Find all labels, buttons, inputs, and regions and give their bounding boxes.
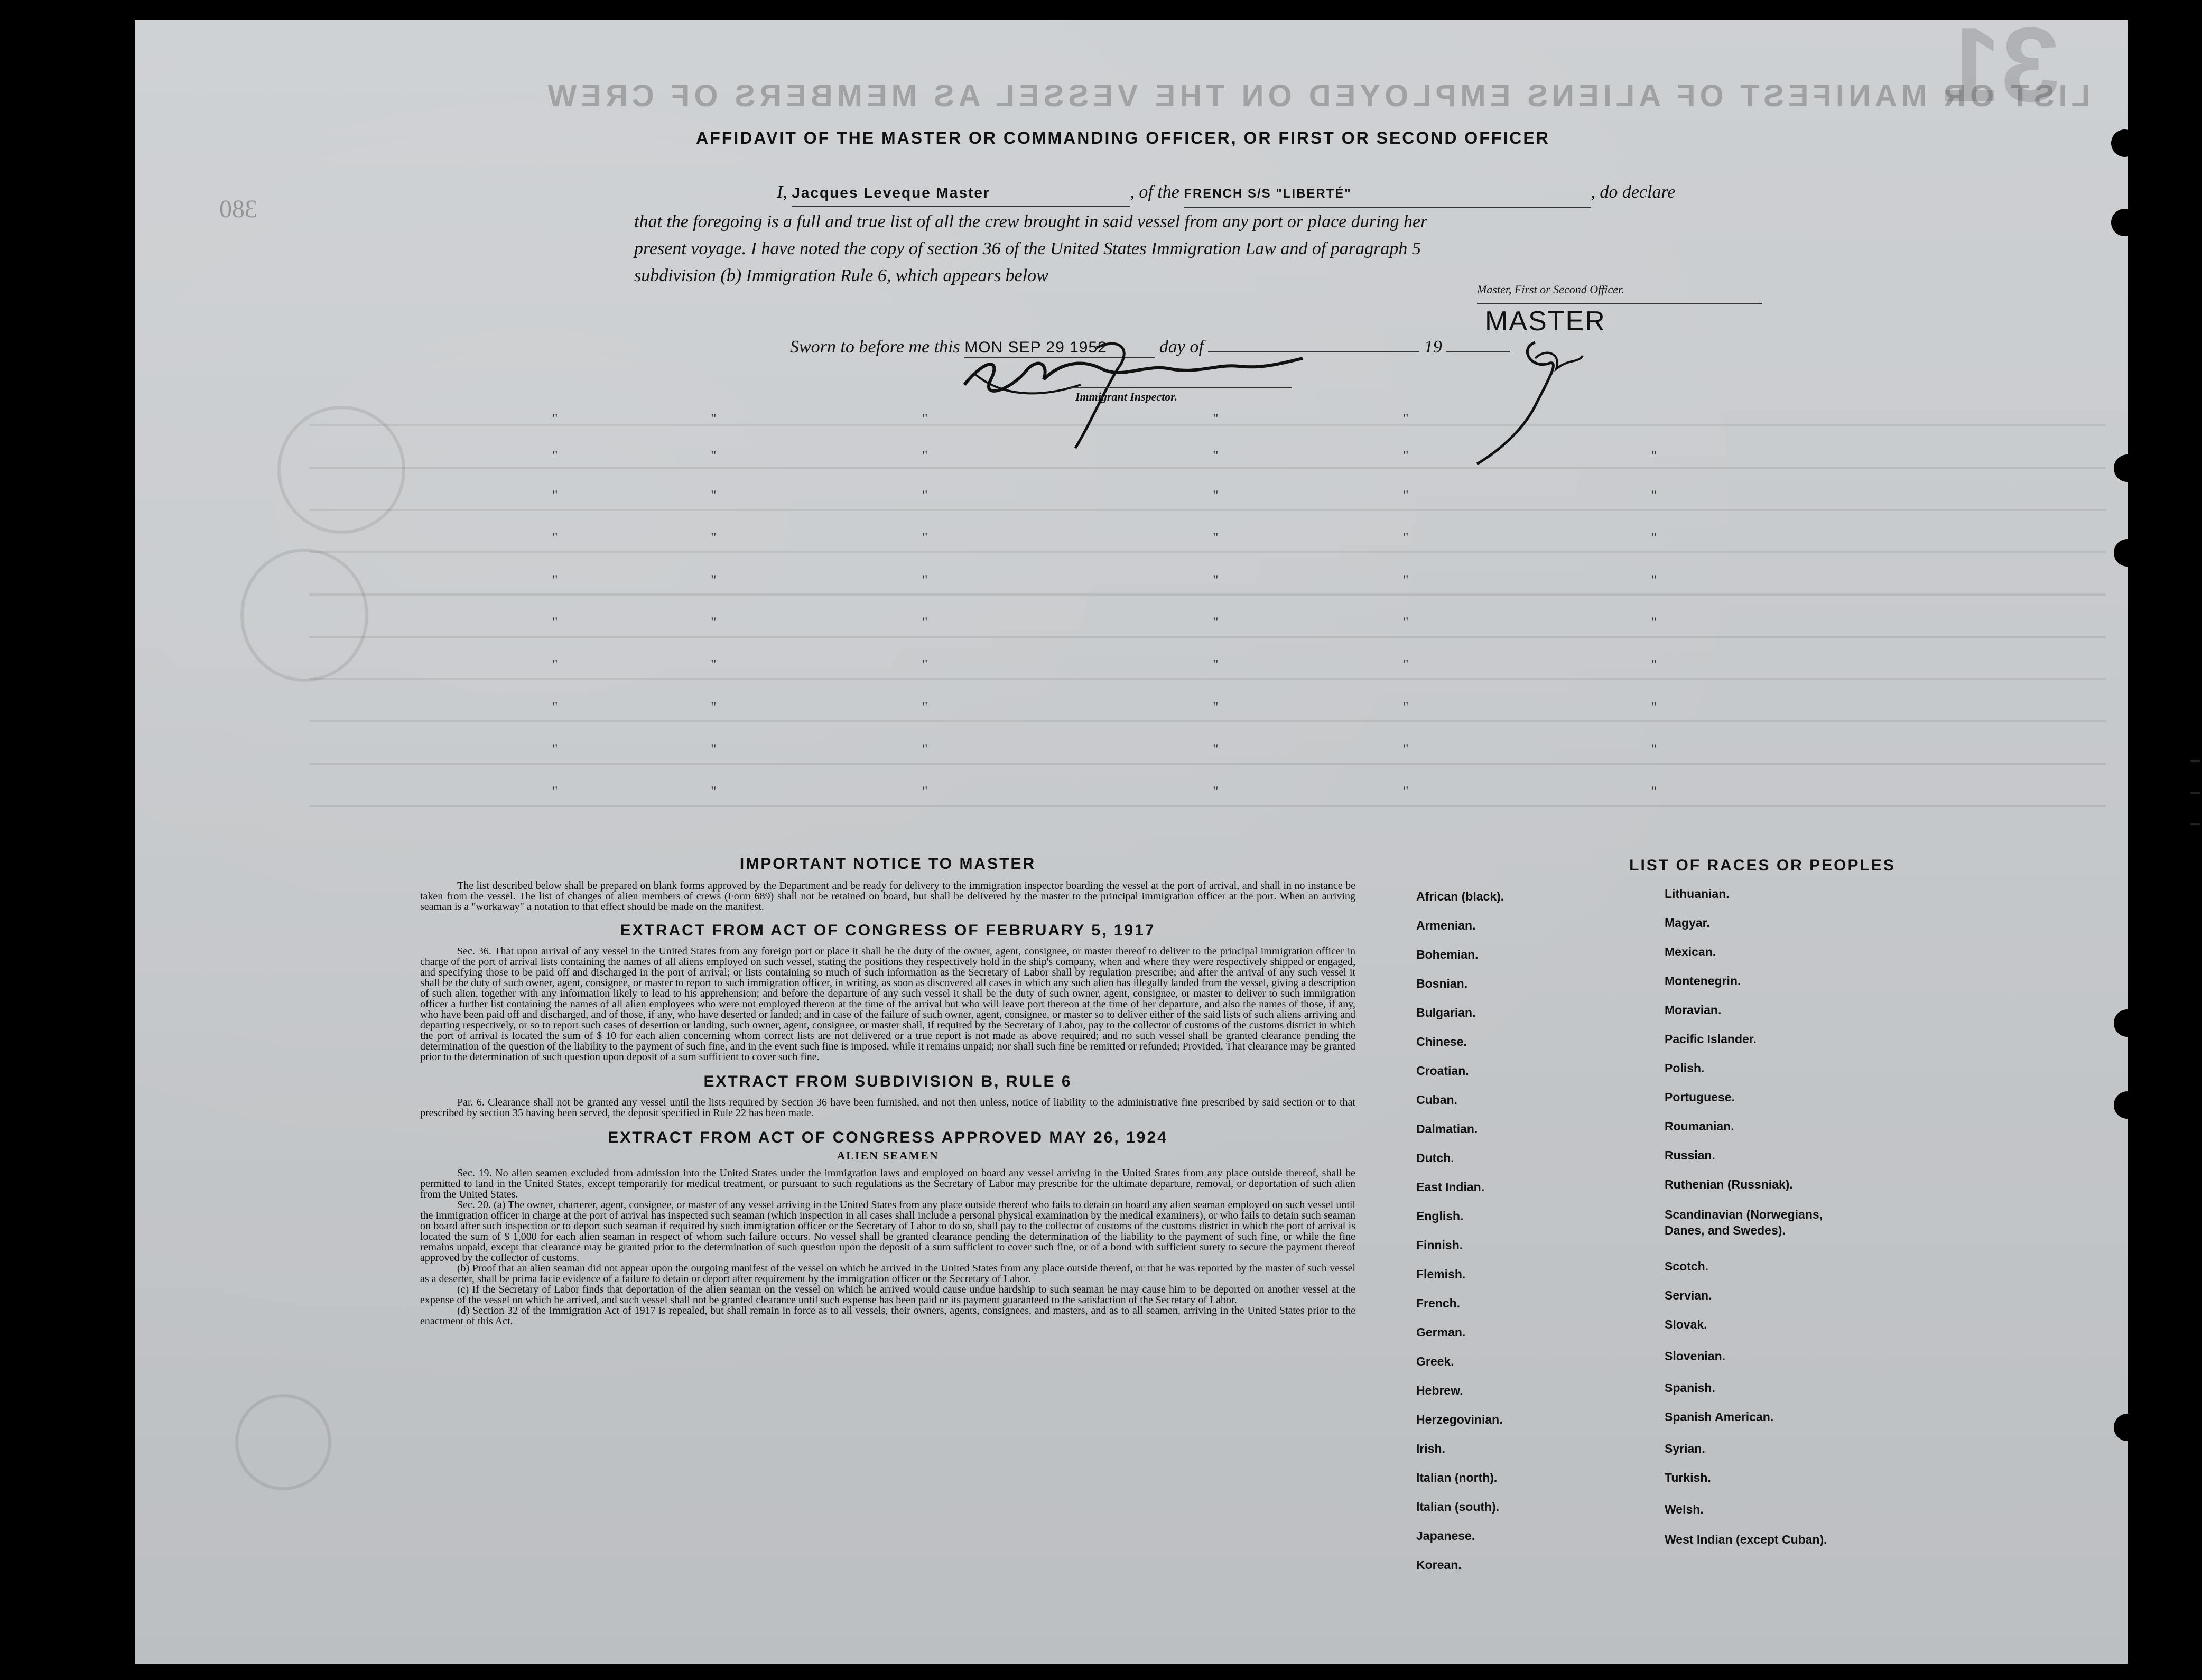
sec20c-text: (c) If the Secretary of Labor finds that deportation of the alien seaman on the vessel on which he arrived would cause undue hardship to such seaman he may cause him to be deported on another vessel at the expense of the vessel on which he arrived, and such vessel shall not be granted clearance until such expense has been paid or its payment guaranteed to the satisfaction of the Secretary of Labor. bbox=[420, 1284, 1355, 1306]
master-name: Jacques Leveque Master bbox=[792, 184, 990, 201]
race-item: Lithuanian. bbox=[1665, 887, 1730, 901]
punch-hole bbox=[2111, 129, 2139, 157]
ditto-mark: " bbox=[711, 699, 717, 714]
declaration-line-2: that the foregoing is a full and true list of all the crew brought in said vessel from any port or place during her bbox=[634, 212, 1428, 231]
race-item: Bosnian. bbox=[1416, 977, 1468, 990]
race-item: Japanese. bbox=[1416, 1529, 1475, 1543]
bleed-through-header: LIST OR MANIFEST OF ALIENS EMPLOYED ON THE VESSEL AS MEMBERS OF CREW bbox=[543, 79, 2090, 113]
race-item: African (black). bbox=[1416, 889, 1504, 903]
race-item: Italian (north). bbox=[1416, 1471, 1498, 1484]
inspector-label: Immigrant Inspector. bbox=[1075, 390, 1178, 403]
race-item: Mexican. bbox=[1665, 945, 1716, 959]
ditto-mark: " bbox=[922, 699, 928, 714]
race-item: Slovak. bbox=[1665, 1317, 1707, 1331]
faint-seal bbox=[240, 549, 368, 682]
declaration-text bbox=[634, 179, 1754, 289]
margin-dash bbox=[2190, 823, 2200, 825]
ditto-mark: " bbox=[552, 530, 558, 545]
ditto-mark: " bbox=[1651, 657, 1657, 672]
ditto-mark: " bbox=[552, 784, 558, 799]
ditto-mark: " bbox=[1651, 699, 1657, 714]
punch-hole bbox=[2114, 1414, 2141, 1441]
ditto-mark: " bbox=[1403, 448, 1409, 463]
race-item: Servian. bbox=[1665, 1288, 1712, 1302]
ditto-mark: " bbox=[1213, 657, 1219, 672]
race-item: West Indian (except Cuban). bbox=[1665, 1533, 1827, 1546]
manifest-sheet bbox=[135, 6, 2128, 1664]
ditto-mark: " bbox=[1651, 448, 1657, 463]
race-item: Turkish. bbox=[1665, 1471, 1711, 1484]
race-item: Armenian. bbox=[1416, 918, 1476, 932]
race-item: Irish. bbox=[1416, 1442, 1445, 1455]
ditto-mark: " bbox=[1213, 488, 1219, 503]
race-item: Herzegovinian. bbox=[1416, 1413, 1503, 1426]
master-name-field bbox=[792, 179, 1130, 207]
master-stamp: MASTER bbox=[1485, 306, 1606, 337]
race-item: Welsh. bbox=[1665, 1502, 1704, 1516]
sec20a-text: Sec. 20. (a) The owner, charterer, agent, consignee, or master of any vessel arriving in the United States from any place outside thereof who fails to detain on board any alien seaman employed on such vessel until the immigration officer in charge at the port of arrival has inspected such seaman (which inspection in all cases shall include a personal physical examination by the medical examiners), or who fails to detain such seaman on board after such inspection or to deport such seaman if required by such immigration officer or the Secretary of Labor to do so, shall pay to the collector of customs of the customs district in which the port of arrival is located the sum of $ 1,000 for each alien seaman in respect of whom such failure occurs. No vessel shall be granted clearance pending the determination of the liability to the payment of such fine, or while the fine remains unpaid, except that clearance may be granted prior to the determination of such question upon the deposit of a sum sufficient to cover such fine, or of a bond with sufficient surety to secure the payment thereof approved by the collector of customs. bbox=[420, 1199, 1355, 1264]
faint-row bbox=[309, 551, 2106, 553]
inspector-signature-line bbox=[1070, 387, 1292, 388]
punch-hole bbox=[2111, 209, 2139, 236]
race-item: Polish. bbox=[1665, 1061, 1705, 1075]
race-item: Spanish. bbox=[1665, 1381, 1715, 1395]
ditto-mark: " bbox=[1213, 530, 1219, 545]
faint-seal bbox=[235, 1394, 331, 1490]
ditto-mark: " bbox=[1403, 411, 1409, 426]
ditto-mark: " bbox=[922, 741, 928, 757]
race-item: Greek. bbox=[1416, 1354, 1454, 1368]
faint-row bbox=[309, 763, 2106, 765]
race-item: English. bbox=[1416, 1209, 1464, 1223]
race-item: Flemish. bbox=[1416, 1267, 1466, 1281]
ditto-mark: " bbox=[1403, 572, 1409, 588]
ditto-mark: " bbox=[711, 448, 717, 463]
race-item: Croatian. bbox=[1416, 1064, 1469, 1078]
race-item: Finnish. bbox=[1416, 1238, 1463, 1252]
race-item: German. bbox=[1416, 1325, 1466, 1339]
ditto-mark: " bbox=[1651, 741, 1657, 757]
extract1-body: Sec. 36. That upon arrival of any vessel in the United States from any foreign port or place it shall be the duty of the owner, agent, consignee, or master thereof to deliver to the principal immigration officer in charge of the port of arrival lists containing the names of all aliens employed on such vessel, stating the positions they respectively hold in the ship's company, when and where they were respectively shipped or engaged, and specifying those to be paid off and discharged in the port of arrival; or lists containing so much of such information as the Secretary of Labor shall by regulation prescribe; and after the arrival of any such vessel it shall be the duty of such owner, agent, consignee, or master to report to such immigration officer, in writing, as soon as discovered all cases in which any such alien has illegally landed from the vessel, giving a description of such alien, together with any information likely to lead to his apprehension; and before the departure of any such vessel it shall be the duty of such owner, agent, consignee, or master to deliver to such immigration officer a further list containing the names of all alien employees who were not employed thereon at the time of the arrival but who will leave port thereon at the time of her departure, and also the names of those, if any, who have been paid off and discharged, and of those, if any, who have deserted or landed; and in case of the failure of such owner, agent, consignee, or master so to deliver either of the said lists of such aliens arriving and departing respectively, or so to report such cases of desertion or landing, such owner, agent, consignee, or master shall, if required by the Secretary of Labor, pay to the collector of customs of the customs district in which the port of arrival is located the sum of $ 10 for each alien concerning whom correct lists are not delivered or a true report is not made as above required; and no such vessel shall be granted clearance pending the determination of the question of the liability to the payment of such fine, and in the event such fine is imposed, while it remains unpaid; nor shall such fine be remitted or refunded; Provided, That clearance may be granted prior to the determination of such question upon deposit of a sum sufficient to cover such fine. bbox=[420, 945, 1355, 1063]
ditto-mark: " bbox=[1651, 572, 1657, 588]
race-item: Spanish American. bbox=[1665, 1410, 1774, 1424]
ditto-mark: " bbox=[1213, 741, 1219, 757]
faint-row bbox=[309, 678, 2106, 680]
ditto-mark: " bbox=[711, 741, 717, 757]
sec20d-text: (d) Section 32 of the Immigration Act of 1917 is repealed, but shall remain in force as to all vessels, their owners, agents, consignees, and masters, and as to all seamen, arriving in the United States prior to the enactment of this Act. bbox=[420, 1305, 1355, 1327]
ditto-mark: " bbox=[1651, 530, 1657, 545]
punch-hole bbox=[2114, 539, 2141, 567]
extract1-title: EXTRACT FROM ACT OF CONGRESS OF FEBRUARY 5, 1917 bbox=[620, 922, 1156, 939]
punch-hole bbox=[2114, 1009, 2141, 1037]
ditto-mark: " bbox=[922, 448, 928, 463]
races-title: LIST OF RACES OR PEOPLES bbox=[1629, 857, 1896, 874]
ditto-mark: " bbox=[1403, 615, 1409, 630]
faint-row bbox=[309, 509, 2106, 511]
faint-row bbox=[309, 636, 2106, 638]
extract3-title: EXTRACT FROM ACT OF CONGRESS APPROVED MAY 26, 1924 bbox=[608, 1129, 1168, 1146]
ditto-mark: " bbox=[1213, 784, 1219, 799]
ditto-mark: " bbox=[922, 657, 928, 672]
punch-hole bbox=[2114, 454, 2141, 482]
ditto-mark: " bbox=[1403, 530, 1409, 545]
race-item: Italian (south). bbox=[1416, 1500, 1500, 1514]
race-item: Moravian. bbox=[1665, 1003, 1722, 1017]
race-item: Roumanian. bbox=[1665, 1119, 1734, 1133]
faint-row bbox=[309, 720, 2106, 722]
race-item: Bulgarian. bbox=[1416, 1006, 1476, 1019]
race-item: Hebrew. bbox=[1416, 1384, 1463, 1397]
notice-body: The list described below shall be prepared on blank forms approved by the Department and be ready for delivery to the immigration inspector boarding the vessel at the port of arrival, and shall in no instance be taken from the vessel. The list of changes of alien members of crews (Form 689) shall not be retained on board, but shall be delivered by the master to the principal immigration officer at the port. When an arriving seaman is a "workaway" a notation to that effect should be made on the manifest. bbox=[420, 880, 1355, 913]
ditto-mark: " bbox=[1213, 615, 1219, 630]
extract2-body: Par. 6. Clearance shall not be granted any vessel until the lists required by Section 36 have been furnished, and not then unless, notice of liability to the administrative fine prescribed by said section or to that prescribed by section 35 having been served, the deposit specified in Rule 22 has been made. bbox=[420, 1097, 1355, 1119]
ditto-mark: " bbox=[1403, 657, 1409, 672]
margin-dash bbox=[2190, 760, 2200, 762]
declaration-suffix: , do declare bbox=[1591, 182, 1676, 202]
declaration-line-4: subdivision (b) Immigration Rule 6, which appears below bbox=[634, 266, 1048, 285]
ditto-mark: " bbox=[552, 411, 558, 426]
race-item: Dalmatian. bbox=[1416, 1122, 1478, 1136]
master-signature-line bbox=[1477, 303, 1762, 304]
race-item: Bohemian. bbox=[1416, 948, 1479, 961]
race-item: Magyar. bbox=[1665, 916, 1710, 930]
ditto-mark: " bbox=[711, 572, 717, 588]
margin-dash bbox=[2190, 792, 2200, 794]
race-item: Ruthenian (Russniak). bbox=[1665, 1177, 1793, 1191]
race-item: Chinese. bbox=[1416, 1035, 1467, 1048]
bleed-through-side-number: 380 bbox=[219, 195, 257, 223]
ditto-mark: " bbox=[1403, 741, 1409, 757]
sec19-text: Sec. 19. No alien seamen excluded from admission into the United States under the immigration laws and employed on board any vessel arriving in the United States from any place outside thereof, shall be permitted to land in the United States, except temporarily for medical treatment, or pursuant to such regulations as the Secretary of Labor may prescribe for the ultimate departure, removal, or deportation of such alien from the United States. bbox=[420, 1167, 1355, 1200]
extract2-title: EXTRACT FROM SUBDIVISION B, RULE 6 bbox=[703, 1073, 1072, 1090]
ditto-mark: " bbox=[1403, 699, 1409, 714]
ditto-mark: " bbox=[552, 572, 558, 588]
sworn-year: 19 bbox=[1424, 337, 1442, 357]
race-item: Cuban. bbox=[1416, 1093, 1457, 1107]
race-item: Slovenian. bbox=[1665, 1349, 1726, 1363]
ditto-mark: " bbox=[711, 615, 717, 630]
race-item: French. bbox=[1416, 1296, 1461, 1310]
ditto-mark: " bbox=[922, 411, 928, 426]
ditto-mark: " bbox=[552, 448, 558, 463]
ditto-mark: " bbox=[1651, 488, 1657, 503]
declaration-line-3: present voyage. I have noted the copy of section 36 of the United States Immigration Law and of paragraph 5 bbox=[634, 239, 1421, 258]
ditto-mark: " bbox=[711, 530, 717, 545]
ditto-mark: " bbox=[1651, 784, 1657, 799]
punch-hole bbox=[2114, 1091, 2141, 1119]
ditto-mark: " bbox=[1403, 784, 1409, 799]
sworn-date-stamp: MON SEP 29 1952 bbox=[964, 339, 1107, 356]
race-item: Syrian. bbox=[1665, 1442, 1705, 1455]
ditto-mark: " bbox=[552, 488, 558, 503]
race-item: Pacific Islander. bbox=[1665, 1032, 1757, 1046]
race-item: Portuguese. bbox=[1665, 1090, 1735, 1104]
ditto-mark: " bbox=[922, 572, 928, 588]
race-item: Korean. bbox=[1416, 1558, 1462, 1572]
faint-row bbox=[309, 593, 2106, 596]
faint-row bbox=[309, 805, 2106, 807]
notice-title: IMPORTANT NOTICE TO MASTER bbox=[739, 855, 1036, 873]
ditto-mark: " bbox=[1213, 448, 1219, 463]
vessel-name: FRENCH S/S "LIBERTÉ" bbox=[1184, 187, 1352, 201]
race-item: East Indian. bbox=[1416, 1180, 1485, 1194]
sworn-year-field bbox=[1446, 351, 1510, 352]
ditto-mark: " bbox=[1213, 411, 1219, 426]
extract3-subtitle: ALIEN SEAMEN bbox=[837, 1149, 939, 1162]
race-item: Dutch. bbox=[1416, 1151, 1454, 1165]
ditto-mark: " bbox=[922, 784, 928, 799]
ditto-mark: " bbox=[552, 699, 558, 714]
race-item: Montenegrin. bbox=[1665, 974, 1741, 988]
ditto-mark: " bbox=[552, 615, 558, 630]
declaration-prefix: I, bbox=[777, 182, 787, 202]
ditto-mark: " bbox=[1213, 572, 1219, 588]
ditto-mark: " bbox=[552, 741, 558, 757]
bleed-through-page-number: 31 bbox=[1942, 6, 2060, 124]
ditto-mark: " bbox=[1403, 488, 1409, 503]
signer-label: Master, First or Second Officer. bbox=[1477, 283, 1624, 296]
sworn-day-of: day of bbox=[1159, 337, 1204, 357]
ditto-mark: " bbox=[711, 657, 717, 672]
ditto-mark: " bbox=[922, 488, 928, 503]
ditto-mark: " bbox=[922, 615, 928, 630]
ditto-mark: " bbox=[552, 657, 558, 672]
ditto-mark: " bbox=[1651, 615, 1657, 630]
ditto-mark: " bbox=[711, 784, 717, 799]
ditto-mark: " bbox=[711, 411, 717, 426]
ditto-mark: " bbox=[1213, 699, 1219, 714]
ditto-mark: " bbox=[922, 530, 928, 545]
sworn-prefix: Sworn to before me this bbox=[790, 337, 960, 357]
affidavit-title: AFFIDAVIT OF THE MASTER OR COMMANDING OFFICER, OR FIRST OR SECOND OFFICER bbox=[696, 128, 1550, 147]
vessel-field bbox=[1184, 179, 1591, 208]
race-item: Russian. bbox=[1665, 1148, 1715, 1162]
ditto-mark: " bbox=[711, 488, 717, 503]
race-item: Scandinavian (Norwegians, Danes, and Swedes). bbox=[1665, 1208, 1823, 1237]
declaration-of-the: , of the bbox=[1130, 182, 1179, 202]
sec20b-text: (b) Proof that an alien seaman did not appear upon the outgoing manifest of the vessel on which he arrived in the United States from any place outside thereof, or that he was reported by the master of such vessel as a deserter, shall be prima facie evidence of a failure to detain or deport after requirement by the immigration officer or the Secretary of Labor. bbox=[420, 1263, 1355, 1285]
faint-row bbox=[309, 467, 2106, 469]
race-item: Scotch. bbox=[1665, 1259, 1709, 1273]
important-notice bbox=[420, 855, 1355, 1326]
